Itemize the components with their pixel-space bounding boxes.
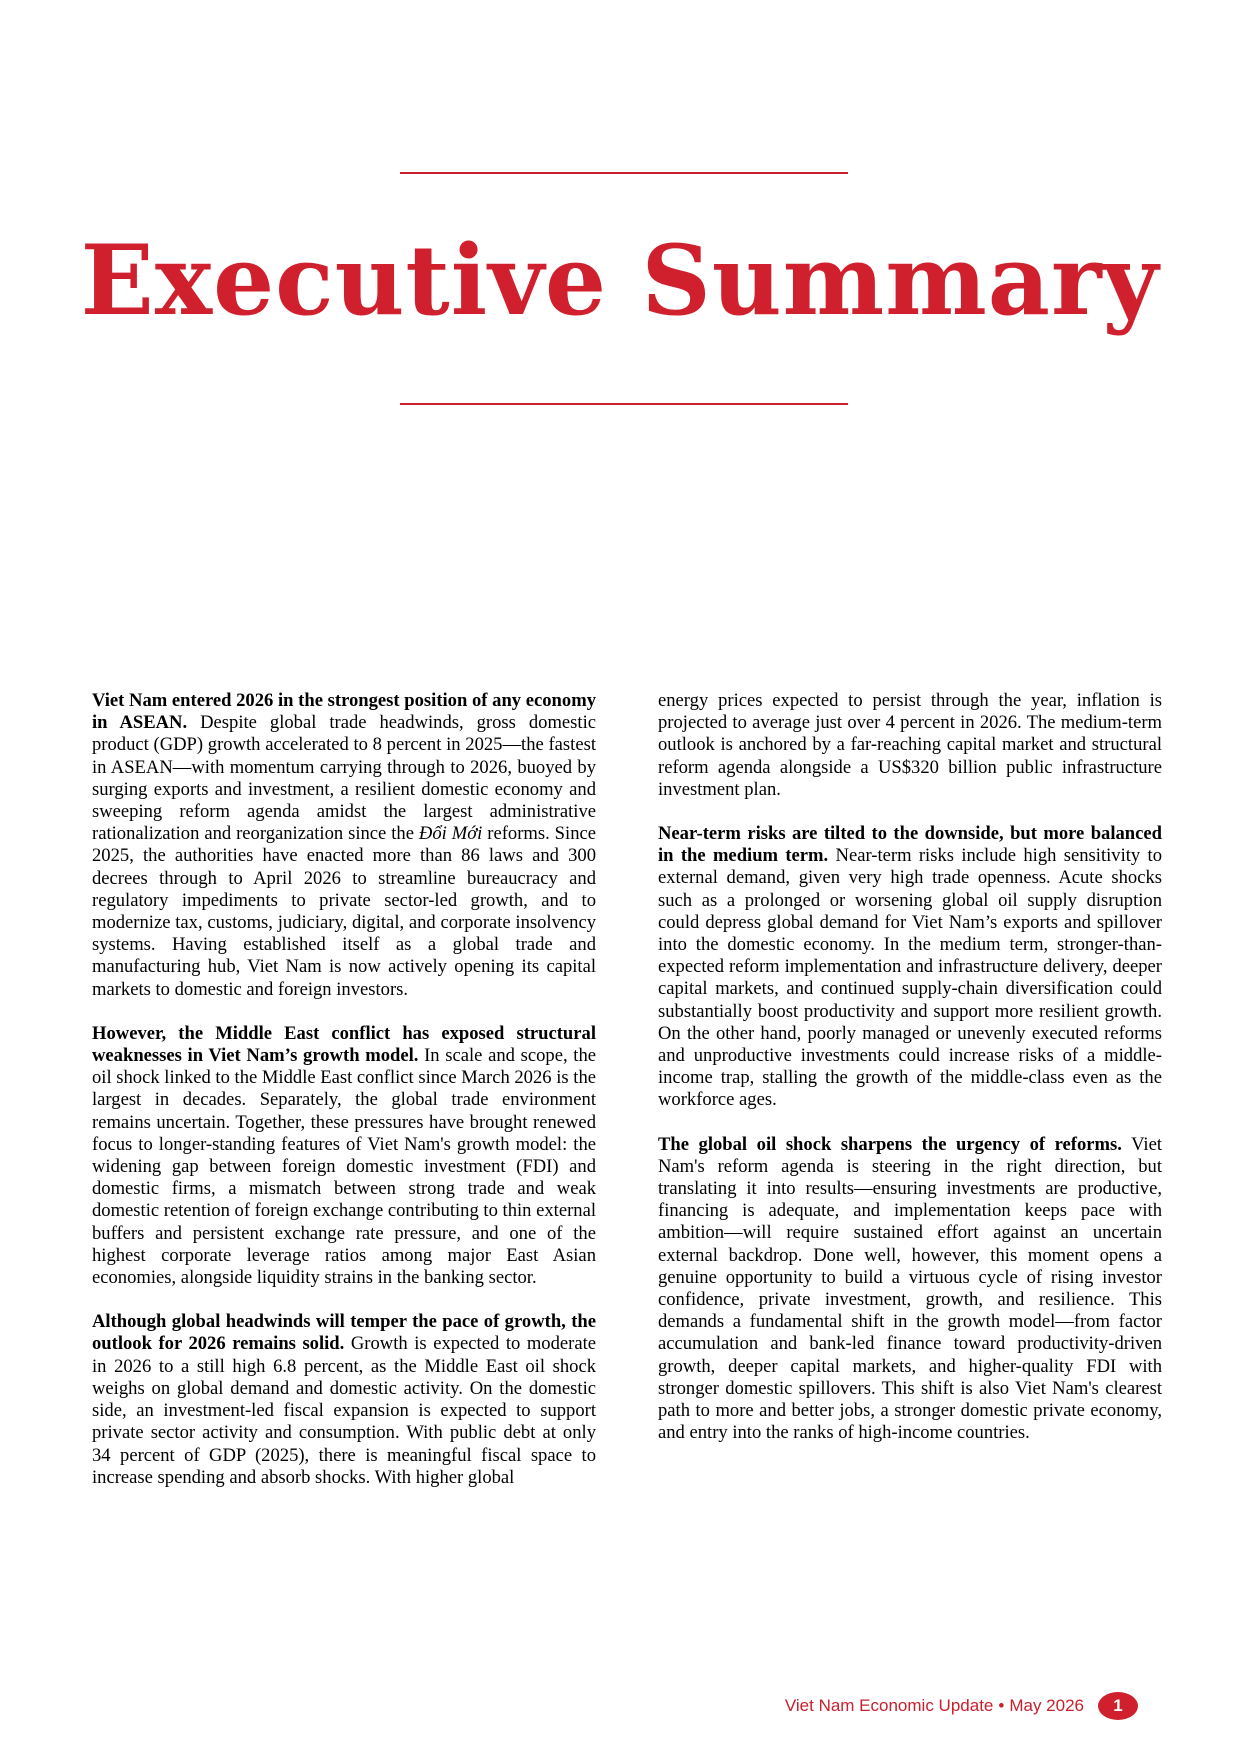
- page-number-badge: 1: [1098, 1692, 1138, 1720]
- right-column-content: [658, 690, 1162, 1467]
- footer-publication: Viet Nam Economic Update: [784, 1696, 994, 1715]
- page-footer: [785, 1692, 1138, 1720]
- title-bottom-rule: [400, 403, 848, 405]
- paragraph-strongest-position: [92, 690, 596, 1001]
- paragraph-risks-balance: [658, 823, 1162, 1112]
- paragraph-lead: Near-term risks are tilted to the downside, but more balanced in the medium term.: [658, 823, 1162, 867]
- paragraph-lead: The global oil shock sharpens the urgency of reforms.: [658, 1133, 1122, 1155]
- paragraph-lead: Viet Nam entered 2026 in the strongest position of any economy in ASEAN.: [92, 690, 596, 734]
- paragraph-body: energy prices expected to persist through the year, inflation is projected to average just over 4 percent in 2026. The medium-term outlook is anchored by a far-reaching capital market and structural reform agenda alongside a US$320 billion public infrastructure investment plan.: [658, 690, 1162, 800]
- paragraph-lead: Although global headwinds will temper the pace of growth, the outlook for 2026 remains solid.: [92, 1311, 596, 1355]
- paragraph-body: Despite global trade headwinds, gross domestic product (GDP) growth accelerated to 8 percent in 2025—the fastest in ASEAN—with momentum carrying through to 2026, buoyed by surging exports and investment, a resilient domestic economy and sweeping reform agenda amidst the largest administrative rationalization and reorganization since the: [92, 712, 596, 845]
- paragraph-body: reforms. Since 2025, the authorities have enacted more than 86 laws and 300 decrees through to April 2026 to streamline bureaucracy and regulatory impediments to private sector-led growth, and to modernize tax, customs, judiciary, digital, and corporate insolvency systems. Having established itself as a global trade and manufacturing hub, Viet Nam is now actively opening its capital markets to domestic and foreign investors.: [92, 823, 596, 1000]
- page-title: Executive Summary: [80, 224, 1160, 337]
- paragraph-structural-weaknesses: [92, 1023, 596, 1289]
- paragraph-body: Near-term risks include high sensitivity to external demand, given very high trade openness. Acute shocks such as a prolonged or worsening global oil supply disruption could depress global demand for Viet Nam’s exports and spillover into the domestic economy. In the medium term, stronger-than-expected reform implementation and infrastructure delivery, deeper capital markets, and continued supply-chain diversification could substantially boost productivity and support more resilient growth. On the other hand, poorly managed or unevenly executed reforms and unproductive investments could increase risks of a middle-income trap, stalling the growth of the middle-class even as the workforce ages.: [658, 845, 1162, 1111]
- title-top-rule: [400, 172, 848, 174]
- footer-date: May 2026: [1009, 1696, 1084, 1715]
- paragraph-body: Viet Nam's reform agenda is steering in the right direction, but translating it into results—ensuring investments are productive, financing is adequate, and implementation keeps pace with ambition—will require sustained effort against an uncertain external backdrop. Done well, however, this moment opens a genuine opportunity to build a virtuous cycle of rising investor confidence, private investment, growth, and resilience. This demands a fundamental shift in the growth model—from factor accumulation and bank-led finance toward productivity-driven growth, deeper capital markets, and higher-quality FDI with stronger domestic spillovers. This shift is also Viet Nam's clearest path to more and better jobs, a stronger domestic private economy, and entry into the ranks of high-income countries.: [658, 1133, 1162, 1444]
- paragraph-oil-shock-reforms: [658, 1134, 1162, 1445]
- paragraph-outlook-2026: [92, 1311, 596, 1489]
- doi-moi-term: Đổi Mới: [418, 823, 483, 845]
- paragraph-outlook-continued: [658, 690, 1162, 801]
- footer-separator: •: [998, 1696, 1005, 1715]
- left-column: [92, 690, 596, 1511]
- paragraph-lead: However, the Middle East conflict has exposed structural weaknesses in Viet Nam’s growth model.: [92, 1022, 596, 1067]
- paragraph-body: Growth is expected to moderate in 2026 to a still high 6.8 percent, as the Middle East oil shock weighs on global demand and domestic activity. On the domestic side, an investment-led fiscal expansion is expected to support private sector activity and consumption. With public debt at only 34 percent of GDP (2025), there is meaningful fiscal space to increase spending and absorb shocks. With higher global: [92, 1333, 597, 1488]
- paragraph-body: In scale and scope, the oil shock linked to the Middle East conflict since March 2026 is the largest in decades. Separately, the global trade environment remains uncertain. Together, these pressures have brought renewed focus to longer-standing features of Viet Nam's growth model: the widening gap between foreign domestic investment (FDI) and domestic firms, a mismatch between strong trade and weak domestic retention of foreign exchange contributing to thin external buffers and persistent exchange rate pressure, and one of the highest corporate leverage ratios among major East Asian economies, alongside liquidity strains in the banking sector.: [92, 1045, 596, 1289]
